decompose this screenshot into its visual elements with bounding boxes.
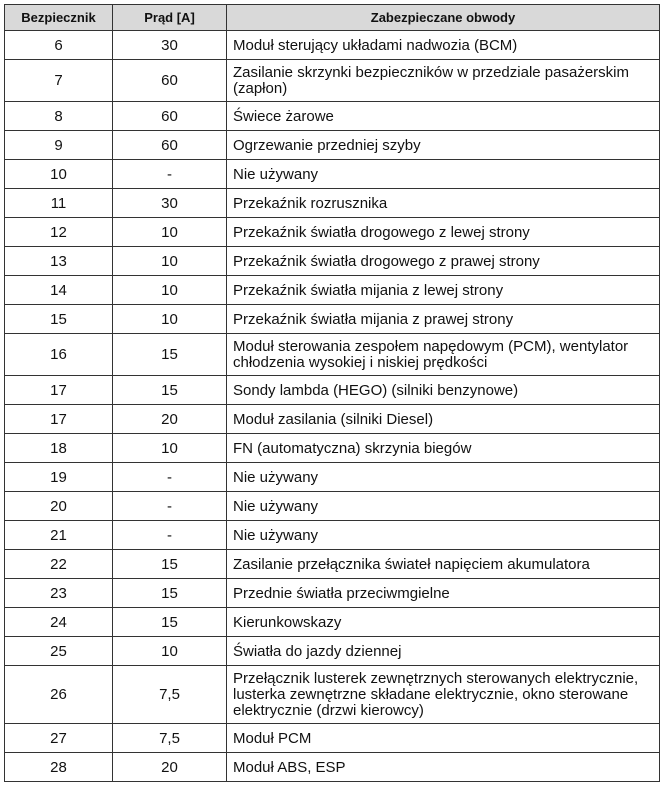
fuse-number-cell: 11 — [5, 189, 113, 218]
fuse-number-cell: 15 — [5, 305, 113, 334]
fuse-number-cell: 6 — [5, 31, 113, 60]
table-row — [5, 247, 660, 276]
fuse-number-cell: 12 — [5, 218, 113, 247]
current-cell: 10 — [113, 218, 227, 247]
fuse-table-container — [4, 4, 659, 782]
fuse-number-cell: 17 — [5, 376, 113, 405]
fuse-number-cell: 13 — [5, 247, 113, 276]
circuit-cell: Światła do jazdy dziennej — [227, 637, 660, 666]
fuse-number-cell: 16 — [5, 334, 113, 376]
fuse-table-header — [5, 5, 660, 31]
current-cell: 10 — [113, 637, 227, 666]
current-cell: 7,5 — [113, 724, 227, 753]
circuit-cell: Sondy lambda (HEGO) (silniki benzynowe) — [227, 376, 660, 405]
current-cell: 30 — [113, 31, 227, 60]
circuit-cell: Przekaźnik światła mijania z prawej strony — [227, 305, 660, 334]
table-row — [5, 276, 660, 305]
current-cell: 15 — [113, 579, 227, 608]
table-row — [5, 608, 660, 637]
fuse-number-cell: 19 — [5, 463, 113, 492]
current-cell: 10 — [113, 434, 227, 463]
circuit-cell: Ogrzewanie przedniej szyby — [227, 131, 660, 160]
circuit-cell: Zasilanie skrzynki bezpieczników w przedziale pasażerskim (zapłon) — [227, 60, 660, 102]
circuit-cell: Nie używany — [227, 521, 660, 550]
header-current: Prąd [A] — [113, 5, 227, 31]
table-row — [5, 550, 660, 579]
circuit-cell: Moduł ABS, ESP — [227, 753, 660, 782]
fuse-number-cell: 8 — [5, 102, 113, 131]
table-row — [5, 434, 660, 463]
table-row — [5, 724, 660, 753]
circuit-cell: Przekaźnik rozrusznika — [227, 189, 660, 218]
circuit-cell: Zasilanie przełącznika świateł napięciem akumulatora — [227, 550, 660, 579]
fuse-number-cell: 14 — [5, 276, 113, 305]
table-row — [5, 218, 660, 247]
current-cell: 7,5 — [113, 666, 227, 724]
fuse-number-cell: 24 — [5, 608, 113, 637]
circuit-cell: Przekaźnik światła drogowego z lewej strony — [227, 218, 660, 247]
fuse-number-cell: 26 — [5, 666, 113, 724]
circuit-cell: Przekaźnik światła mijania z lewej strony — [227, 276, 660, 305]
table-row — [5, 666, 660, 724]
table-row — [5, 131, 660, 160]
current-cell: - — [113, 492, 227, 521]
fuse-number-cell: 21 — [5, 521, 113, 550]
table-row — [5, 102, 660, 131]
fuse-number-cell: 23 — [5, 579, 113, 608]
header-fuse: Bezpiecznik — [5, 5, 113, 31]
current-cell: 10 — [113, 247, 227, 276]
table-row — [5, 189, 660, 218]
current-cell: - — [113, 463, 227, 492]
current-cell: 60 — [113, 131, 227, 160]
current-cell: 10 — [113, 305, 227, 334]
fuse-table-body — [5, 31, 660, 782]
table-row — [5, 521, 660, 550]
table-row — [5, 492, 660, 521]
fuse-number-cell: 17 — [5, 405, 113, 434]
circuit-cell: Moduł sterowania zespołem napędowym (PCM), wentylator chłodzenia wysokiej i niskiej prędkości — [227, 334, 660, 376]
circuit-cell: Moduł zasilania (silniki Diesel) — [227, 405, 660, 434]
circuit-cell: Przednie światła przeciwmgielne — [227, 579, 660, 608]
current-cell: 60 — [113, 60, 227, 102]
fuse-number-cell: 27 — [5, 724, 113, 753]
circuit-cell: Moduł sterujący układami nadwozia (BCM) — [227, 31, 660, 60]
table-row — [5, 579, 660, 608]
table-row — [5, 405, 660, 434]
circuit-cell: Świece żarowe — [227, 102, 660, 131]
current-cell: 20 — [113, 405, 227, 434]
fuse-number-cell: 10 — [5, 160, 113, 189]
table-row — [5, 160, 660, 189]
current-cell: - — [113, 521, 227, 550]
fuse-number-cell: 18 — [5, 434, 113, 463]
fuse-number-cell: 28 — [5, 753, 113, 782]
table-row — [5, 305, 660, 334]
circuit-cell: Moduł PCM — [227, 724, 660, 753]
fuse-number-cell: 7 — [5, 60, 113, 102]
circuit-cell: Nie używany — [227, 463, 660, 492]
current-cell: 10 — [113, 276, 227, 305]
table-row — [5, 376, 660, 405]
current-cell: 15 — [113, 376, 227, 405]
current-cell: 15 — [113, 550, 227, 579]
current-cell: 15 — [113, 334, 227, 376]
current-cell: 60 — [113, 102, 227, 131]
circuit-cell: Nie używany — [227, 160, 660, 189]
table-row — [5, 31, 660, 60]
table-row — [5, 334, 660, 376]
circuit-cell: Kierunkowskazy — [227, 608, 660, 637]
circuit-cell: Przekaźnik światła drogowego z prawej strony — [227, 247, 660, 276]
circuit-cell: Przełącznik lusterek zewnętrznych sterowanych elektrycznie, lusterka zewnętrzne składane elektrycznie, okno sterowane elektrycznie (drzwi kierowcy) — [227, 666, 660, 724]
current-cell: 20 — [113, 753, 227, 782]
header-circuits: Zabezpieczane obwody — [227, 5, 660, 31]
circuit-cell: Nie używany — [227, 492, 660, 521]
fuse-number-cell: 22 — [5, 550, 113, 579]
table-row — [5, 637, 660, 666]
table-row — [5, 463, 660, 492]
current-cell: - — [113, 160, 227, 189]
fuse-number-cell: 25 — [5, 637, 113, 666]
circuit-cell: FN (automatyczna) skrzynia biegów — [227, 434, 660, 463]
table-row — [5, 60, 660, 102]
current-cell: 15 — [113, 608, 227, 637]
table-row — [5, 753, 660, 782]
header-row — [5, 5, 660, 31]
fuse-table — [4, 4, 660, 782]
current-cell: 30 — [113, 189, 227, 218]
fuse-number-cell: 20 — [5, 492, 113, 521]
fuse-number-cell: 9 — [5, 131, 113, 160]
